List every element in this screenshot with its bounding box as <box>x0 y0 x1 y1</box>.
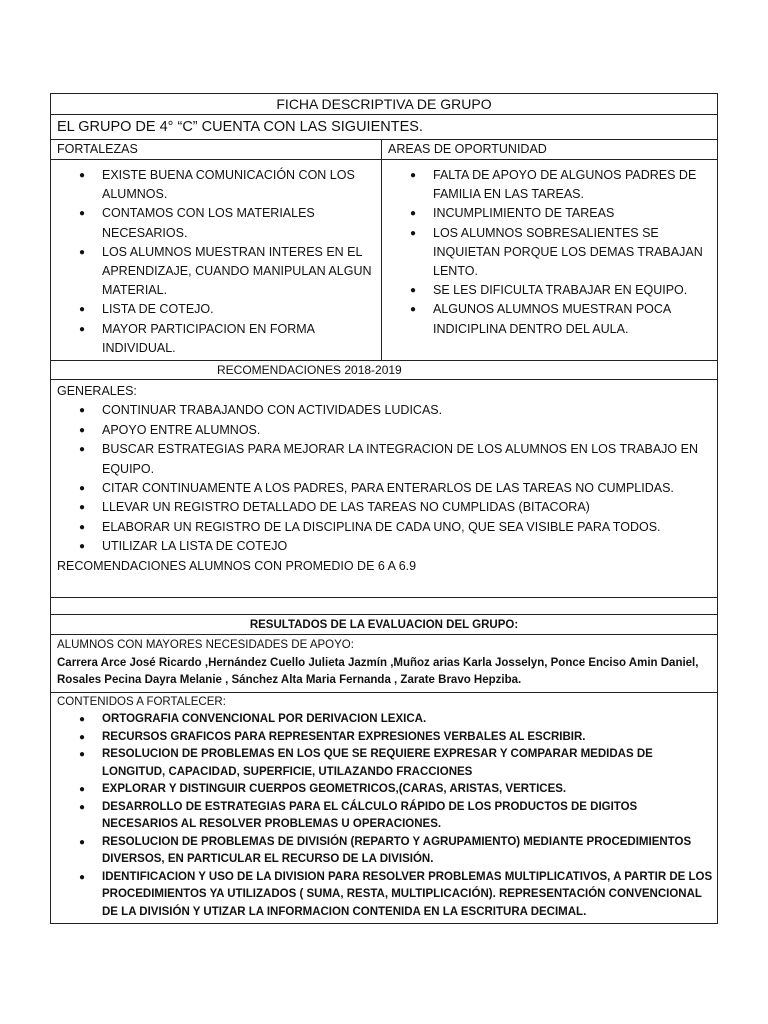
fortalezas-cell <box>51 160 382 360</box>
list-item: ● FALTA DE APOYO DE ALGUNOS PADRES DE FAMILIA EN LAS TAREAS. <box>382 166 713 204</box>
generales-label: GENERALES: <box>57 384 137 399</box>
contenidos-label: CONTENIDOS A FORTALECER: <box>57 695 226 708</box>
list-item: ● CONTAMOS CON LOS MATERIALES NECESARIOS. <box>51 204 377 242</box>
fortalezas-header: FORTALEZAS <box>51 140 382 159</box>
bullet-icon: ● <box>78 871 86 883</box>
bullet-icon: ● <box>78 246 86 258</box>
promedio-line: RECOMENDACIONES ALUMNOS CON PROMEDIO DE 6 A 6.9 <box>57 558 417 573</box>
apoyo-label: ALUMNOS CON MAYORES NECESIDADES DE APOYO: <box>57 639 354 652</box>
bullet-icon: ● <box>78 784 86 796</box>
oportunidad-list <box>382 166 713 339</box>
list-item: ● ALGUNOS ALUMNOS MUESTRAN POCA INDICIPLINA DENTRO DEL AULA. <box>382 300 713 338</box>
bullet-icon: ● <box>409 208 417 220</box>
blank-row <box>51 598 717 615</box>
list-item: ● LLEVAR UN REGISTRO DETALLADO DE LAS TAREAS NO CUMPLIDAS (BITACORA) <box>57 498 713 517</box>
bullet-icon: ● <box>78 170 86 181</box>
list-item: ● BUSCAR ESTRATEGIAS PARA MEJORAR LA INTEGRACION DE LOS ALUMNOS EN LOS TRABAJO EN EQUIPO. <box>57 440 713 479</box>
bullet-icon: ● <box>78 483 86 495</box>
list-item: ● LOS ALUMNOS SOBRESALIENTES SE INQUIETAN PORQUE LOS DEMAS TRABAJAN LENTO. <box>382 224 713 282</box>
document-subtitle: EL GRUPO DE 4° “C” CUENTA CON LAS SIGUIENTES. <box>51 115 717 140</box>
list-item: ● RESOLUCION DE PROBLEMAS EN LOS QUE SE REQUIERE EXPRESAR Y COMPARAR MEDIDAS DE LONGITUD, CAPACIDAD, SUPERFICIE, UTILAZANDO FRACCIONES <box>57 746 713 781</box>
oportunidad-cell <box>382 160 717 360</box>
contenidos-cell <box>51 693 717 924</box>
ficha-table <box>50 93 718 924</box>
bullet-icon: ● <box>78 521 86 533</box>
bullet-icon: ● <box>409 227 417 239</box>
list-item: ● LOS ALUMNOS MUESTRAN INTERES EN EL APRENDIZAJE, CUANDO MANIPULAN ALGUN MATERIAL. <box>51 243 377 301</box>
list-item: ● RESOLUCION DE PROBLEMAS DE DIVISIÓN (REPARTO Y AGRUPAMIENTO) MEDIANTE PROCEDIMIENTOS DIVERSOS, EN PARTICULAR EL RECURSO DE LA DIVISIÓN. <box>57 834 713 869</box>
apoyo-cell <box>51 635 717 693</box>
bullet-icon: ● <box>78 208 86 220</box>
document-title: FICHA DESCRIPTIVA DE GRUPO <box>51 94 717 115</box>
lists-row <box>51 160 717 361</box>
bullet-icon: ● <box>78 405 86 417</box>
fortalezas-list <box>51 166 377 358</box>
list-item: ● DESARROLLO DE ESTRATEGIAS PARA EL CÁLCULO RÁPIDO DE LOS PRODUCTOS DE DIGITOS NECESARIOS AL RESOLVER PROBLEMAS U OPERACIONES. <box>57 799 713 834</box>
headers-row <box>51 140 717 160</box>
recomendaciones-body <box>51 380 717 598</box>
recomendaciones-list <box>57 401 713 556</box>
bullet-icon: ● <box>78 801 86 813</box>
list-item: ● MAYOR PARTICIPACION EN FORMA INDIVIDUAL. <box>51 320 377 358</box>
bullet-icon: ● <box>78 731 86 743</box>
list-item: ● EXISTE BUENA COMUNICACIÓN CON LOS ALUMNOS. <box>51 166 377 204</box>
bullet-icon: ● <box>78 444 86 456</box>
list-item: ● LISTA DE COTEJO. <box>51 300 377 319</box>
resultados-header: RESULTADOS DE LA EVALUACION DEL GRUPO: <box>51 615 717 635</box>
list-item: ● CONTINUAR TRABAJANDO CON ACTIVIDADES LUDICAS. <box>57 401 713 420</box>
list-item: ● INCUMPLIMIENTO DE TAREAS <box>382 204 713 223</box>
bullet-icon: ● <box>78 541 86 553</box>
spacer <box>57 576 713 595</box>
bullet-icon: ● <box>78 323 86 335</box>
contenidos-list <box>57 711 713 921</box>
list-item: ● ORTOGRAFIA CONVENCIONAL POR DERIVACION LEXICA. <box>57 711 713 729</box>
oportunidad-header: AREAS DE OPORTUNIDAD <box>388 142 547 156</box>
list-item: ● SE LES DIFICULTA TRABAJAR EN EQUIPO. <box>382 281 713 300</box>
bullet-icon: ● <box>78 836 86 848</box>
list-item: ● UTILIZAR LA LISTA DE COTEJO <box>57 537 713 556</box>
recomendaciones-header: RECOMENDACIONES 2018-2019 <box>51 361 717 380</box>
bullet-icon: ● <box>409 285 417 297</box>
bullet-icon: ● <box>78 714 86 726</box>
list-item: ● CITAR CONTINUAMENTE A LOS PADRES, PARA ENTERARLOS DE LAS TAREAS NO CUMPLIDAS. <box>57 479 713 498</box>
bullet-icon: ● <box>409 304 417 316</box>
bullet-icon: ● <box>409 170 417 181</box>
bullet-icon: ● <box>78 424 86 436</box>
bullet-icon: ● <box>78 749 86 761</box>
list-item: ● APOYO ENTRE ALUMNOS. <box>57 421 713 440</box>
list-item: ● RECURSOS GRAFICOS PARA REPRESENTAR EXPRESIONES VERBALES AL ESCRIBIR. <box>57 729 713 747</box>
list-item: ● IDENTIFICACION Y USO DE LA DIVISION PARA RESOLVER PROBLEMAS MULTIPLICATIVOS, A PARTIR DE LOS PROCEDIMIENTOS YA UTILIZADOS ( SUMA, RESTA, MULTIPLICACIÓN). REPRESENTACIÓN CONVENCIONAL DE LA DIVISIÓN Y UTIZAR LA INFORMACION CONTENIDA EN LA ESCRITURA DECIMAL. <box>57 869 713 922</box>
list-item: ● ELABORAR UN REGISTRO DE LA DISCIPLINA DE CADA UNO, QUE SEA VISIBLE PARA TODOS. <box>57 518 713 537</box>
bullet-icon: ● <box>78 304 86 316</box>
apoyo-names: Carrera Arce José Ricardo ,Hernández Cuello Julieta Jazmín ,Muñoz arias Karla Josselyn, Ponce Enciso Amin Daniel, Rosales Pecina Dayra Melanie , Sánchez Alta Maria Fernanda , Zarate Bravo Hepziba. <box>57 656 699 687</box>
list-item: ● EXPLORAR Y DISTINGUIR CUERPOS GEOMETRICOS,(CARAS, ARISTAS, VERTICES. <box>57 781 713 799</box>
bullet-icon: ● <box>78 502 86 514</box>
